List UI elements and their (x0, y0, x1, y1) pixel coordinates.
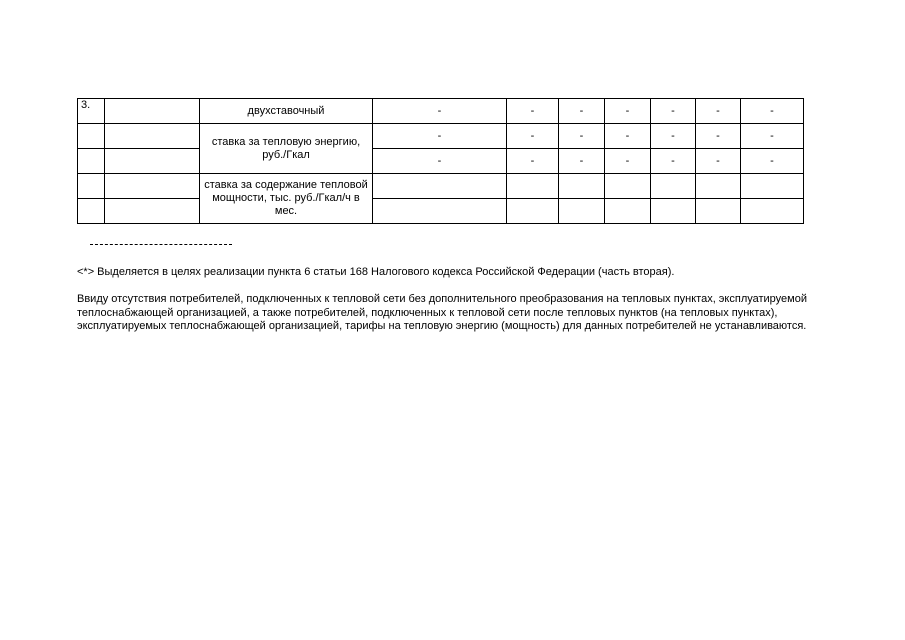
value-cell: - (373, 124, 507, 149)
value-cell: - (696, 124, 741, 149)
row-number (78, 149, 105, 174)
row-name (105, 199, 200, 224)
footnote-text: <*> Выделяется в целях реализации пункта 6 статьи 168 Налогового кодекса Российской Федерации (часть вторая). (77, 266, 675, 278)
row-description: ставка за тепловую энергию, руб./Гкал (200, 124, 373, 174)
value-cell (373, 174, 507, 199)
value-cell: - (741, 149, 804, 174)
value-cell: - (559, 149, 605, 174)
value-cell: - (507, 149, 559, 174)
value-cell: - (741, 124, 804, 149)
value-cell: - (651, 99, 696, 124)
value-cell: - (373, 99, 507, 124)
explanatory-paragraph: Ввиду отсутствия потребителей, подключенных к тепловой сети без дополнительного преобразования на тепловых пунктах, эксплуатируемой теплоснабжающей организацией, а также потребителей, подключенных к тепловой сети после тепловых пунктов (на тепловых пунктах), эксплуатируемых теплоснабжающей организацией, тарифы на тепловую энергию (мощность) для данных потребителей не устанавливаются. (77, 293, 807, 332)
value-cell (651, 199, 696, 224)
value-cell (507, 174, 559, 199)
row-name (105, 149, 200, 174)
value-cell (741, 174, 804, 199)
value-cell (507, 199, 559, 224)
row-number: 3. (78, 99, 105, 124)
value-cell: - (373, 149, 507, 174)
value-cell (696, 174, 741, 199)
row-description: ставка за содержание тепловой мощности, тыс. руб./Гкал/ч в мес. (200, 174, 373, 224)
value-cell: - (507, 124, 559, 149)
value-cell (373, 199, 507, 224)
value-cell: - (741, 99, 804, 124)
value-cell: - (605, 149, 651, 174)
value-cell (559, 174, 605, 199)
row-name (105, 124, 200, 149)
value-cell: - (605, 99, 651, 124)
value-cell (651, 174, 696, 199)
table-row (78, 149, 804, 174)
value-cell: - (696, 149, 741, 174)
value-cell (741, 199, 804, 224)
value-cell (605, 199, 651, 224)
value-cell: - (605, 124, 651, 149)
value-cell: - (651, 124, 696, 149)
value-cell: - (651, 149, 696, 174)
footnote-divider (90, 244, 232, 245)
table-row (78, 174, 804, 199)
row-number (78, 199, 105, 224)
value-cell: - (507, 99, 559, 124)
value-cell (559, 199, 605, 224)
value-cell: - (559, 99, 605, 124)
row-name (105, 174, 200, 199)
table-row (78, 99, 804, 124)
row-number (78, 174, 105, 199)
value-cell (605, 174, 651, 199)
value-cell: - (696, 99, 741, 124)
row-description: двухставочный (200, 99, 373, 124)
value-cell: - (559, 124, 605, 149)
row-name (105, 99, 200, 124)
table-row (78, 124, 804, 149)
row-number (78, 124, 105, 149)
tariff-table (77, 98, 804, 224)
value-cell (696, 199, 741, 224)
table-row (78, 199, 804, 224)
